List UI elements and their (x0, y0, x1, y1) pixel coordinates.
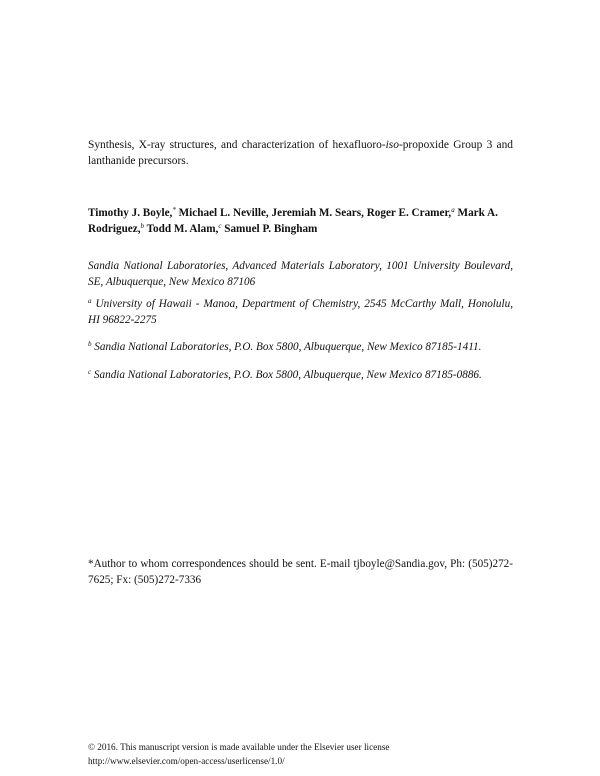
authors-neville-sears-cramer: Michael L. Neville, Jeremiah M. Sears, Roger E. Cramer, (175, 207, 452, 219)
affiliation-a-mark: a (88, 297, 92, 305)
affiliation-c (88, 368, 513, 384)
affiliation-b (88, 340, 513, 356)
affiliation-main: Sandia National Laboratories, Advanced Materials Laboratory, 1001 University Boulevard, SE, Albuquerque, New Mexico 87106 (88, 260, 513, 288)
author-bingham: Samuel P. Bingham (221, 222, 318, 235)
author-boyle-mark: * (172, 206, 176, 214)
affiliation-b-text: Sandia National Laboratories, P.O. Box 5800, Albuquerque, New Mexico 87185-1411. (91, 341, 482, 353)
author-rodriguez: Mark A. Rodriguez, (88, 207, 498, 235)
affiliation-c-text: Sandia National Laboratories, P.O. Box 5800, Albuquerque, New Mexico 87185-0886. (91, 369, 482, 381)
paper-title (88, 137, 513, 169)
author-list (88, 206, 513, 237)
affiliation-a (88, 297, 513, 328)
author-cramer-mark: a (451, 206, 455, 214)
correspondence-note: *Author to whom correspondences should be sent. E-mail tjboyle@Sandia.gov, Ph: (505)272-7625; Fx: (505)272-7336 (88, 558, 513, 586)
title-text-italic: iso (385, 139, 399, 151)
title-text-part1: Synthesis, X-ray structures, and characterization of hexafluoro- (88, 139, 386, 151)
affiliation-c-mark: c (88, 368, 92, 376)
author-rodriguez-mark: b (140, 221, 145, 230)
title-text-part2: -propoxide Group 3 and lanthanide precursors. (88, 139, 513, 167)
license-url[interactable]: http://www.elsevier.com/open-access/userlicense/1.0/ (88, 755, 285, 766)
author-boyle: Timothy J. Boyle, (88, 207, 173, 219)
author-alam-mark: c (218, 221, 222, 230)
affiliation-a-text: University of Hawaii - Manoa, Department of Chemistry, 2545 McCarthy Mall, Honolulu, HI 96822-2275 (88, 298, 513, 326)
license-footer (88, 741, 390, 768)
license-text: © 2016. This manuscript version is made available under the Elsevier user license (88, 742, 390, 752)
affiliation-b-mark: b (88, 340, 92, 348)
author-alam: Todd M. Alam, (144, 222, 219, 235)
